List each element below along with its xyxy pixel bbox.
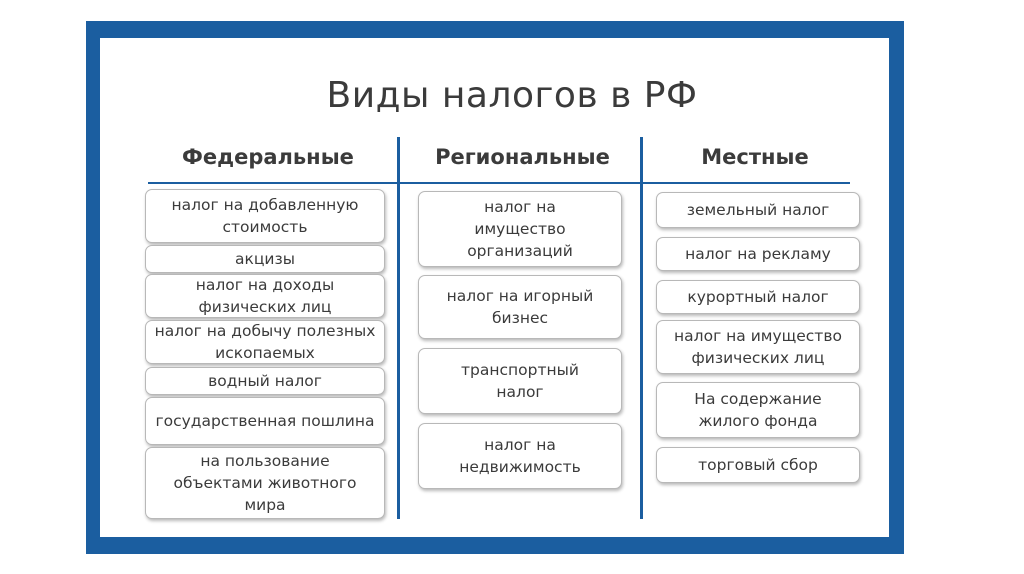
regional-item: налог на игорный бизнес xyxy=(418,275,622,339)
federal-item: водный налог xyxy=(145,367,385,395)
federal-item: на пользование объектами животного мира xyxy=(145,447,385,519)
local-item: курортный налог xyxy=(656,280,860,314)
local-item: земельный налог xyxy=(656,192,860,228)
local-item: налог на рекламу xyxy=(656,237,860,271)
federal-item: налог на доходы физических лиц xyxy=(145,274,385,318)
federal-item: государственная пошлина xyxy=(145,397,385,445)
regional-item: транспортный налог xyxy=(418,348,622,414)
local-item: налог на имущество физических лиц xyxy=(656,320,860,374)
local-item: торговый сбор xyxy=(656,447,860,483)
federal-item: налог на добавленную стоимость xyxy=(145,189,385,243)
diagram-title: Виды налогов в РФ xyxy=(326,75,698,116)
federal-item: акцизы xyxy=(145,245,385,273)
local-item: На содержание жилого фонда xyxy=(656,382,860,438)
header-divider xyxy=(148,182,850,184)
column-divider-1 xyxy=(397,137,400,519)
local-header: Местные xyxy=(701,145,809,169)
federal-header: Федеральные xyxy=(182,145,354,169)
column-divider-2 xyxy=(640,137,643,519)
regional-header: Региональные xyxy=(435,145,610,169)
federal-item: налог на добычу полезных ископаемых xyxy=(145,320,385,364)
regional-item: налог на имущество организаций xyxy=(418,191,622,267)
regional-item: налог на недвижимость xyxy=(418,423,622,489)
